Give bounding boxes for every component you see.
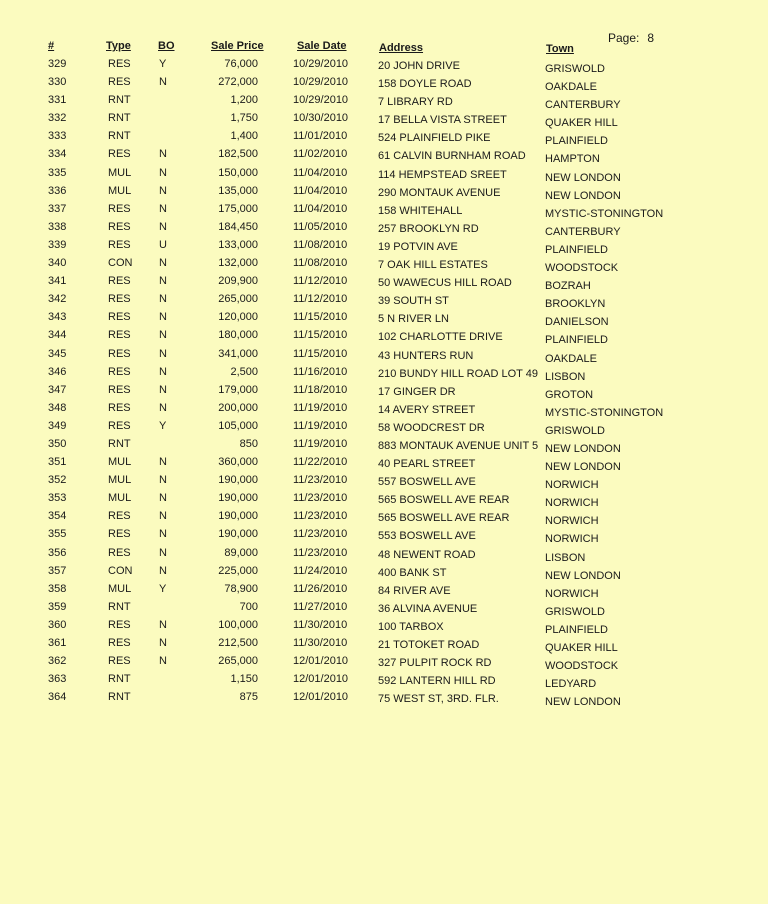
table-row [0,348,768,366]
address-cell: 20 JOHN DRIVE [378,60,460,72]
property-type-cell: RES [108,58,131,70]
bo-flag-cell: N [159,618,167,631]
record-number-cell: 355 [48,528,67,541]
town-cell: QUAKER HILL [545,642,618,654]
record-number-cell: 345 [48,347,67,360]
bo-flag-cell: N [159,546,167,559]
table-row [0,384,768,402]
town-cell: PLAINFIELD [545,243,608,256]
property-type-cell: RES [108,293,131,306]
record-number-cell: 330 [48,76,67,89]
address-cell: 210 BUNDY HILL ROAD LOT 49 [378,367,538,380]
sale-date-cell: 11/23/2010 [293,474,348,487]
table-row [0,293,768,311]
address-cell: 158 WHITEHALL [378,204,463,217]
record-number-cell: 352 [48,474,67,487]
record-number-cell: 337 [48,202,67,215]
property-type-cell: RES [108,383,131,396]
record-number-cell: 360 [48,618,67,631]
address-cell: 84 RIVER AVE [378,584,451,597]
sale-price-cell: 200,000 [218,401,258,414]
bo-flag-cell: N [159,293,167,306]
table-row [0,311,768,329]
address-cell: 290 MONTAUK AVENUE [378,186,501,199]
town-cell: NORWICH [545,479,599,492]
property-type-cell: MUL [108,474,132,487]
record-number-cell: 329 [48,58,67,70]
property-type-cell: RNT [108,437,131,450]
address-cell: 17 GINGER DR [378,385,456,398]
sale-date-cell: 11/04/2010 [293,184,348,197]
address-cell: 7 OAK HILL ESTATES [378,259,488,272]
property-type-cell: RNT [108,112,131,125]
sale-price-cell: 132,000 [218,257,258,270]
town-cell: NORWICH [545,515,599,528]
record-number-cell: 361 [48,637,67,649]
town-cell: GROTON [545,388,594,401]
table-row [0,76,768,94]
property-type-cell: RNT [108,673,131,686]
bo-flag-cell: N [159,329,167,342]
property-type-cell: RES [108,329,131,342]
record-number-cell: 344 [48,329,67,342]
sale-date-cell: 11/19/2010 [293,419,348,432]
property-type-cell: RNT [108,130,131,143]
table-row [0,492,768,510]
table-row [0,619,768,637]
bo-flag-cell: Y [159,419,167,432]
bo-flag-cell: N [159,637,167,649]
sale-price-cell: 190,000 [218,492,258,505]
town-cell: GRISWOLD [545,424,605,437]
sale-date-cell: 10/29/2010 [293,94,349,107]
sale-date-cell: 11/01/2010 [293,130,348,143]
property-type-cell: RES [108,220,131,233]
property-type-cell: CON [108,257,133,270]
sale-price-cell: 265,000 [218,655,258,668]
town-cell: LISBON [545,370,586,383]
town-cell: WOODSTOCK [545,262,619,275]
sale-date-cell: 11/23/2010 [293,528,348,541]
bo-flag-cell: N [159,365,167,378]
sale-price-cell: 2,500 [230,365,258,378]
property-type-cell: MUL [108,184,132,197]
town-cell: NEW LONDON [545,569,621,582]
bo-flag-cell: N [159,347,167,360]
property-type-cell: RNT [108,691,131,704]
sale-date-cell: 11/23/2010 [293,546,348,559]
town-cell: NORWICH [545,587,599,600]
town-cell: BOZRAH [545,280,591,293]
table-row [0,601,768,619]
town-cell: PLAINFIELD [545,623,608,636]
address-cell: 39 SOUTH ST [378,295,449,308]
table-row [0,185,768,203]
record-number-cell: 333 [48,130,67,143]
bo-flag-cell: N [159,220,167,233]
address-cell: 75 WEST ST, 3RD. FLR. [378,693,499,706]
town-cell: LEDYARD [545,678,597,691]
address-cell: 565 BOSWELL AVE REAR [378,494,510,507]
column-header-sale-price: Sale Price [211,40,264,52]
sale-price-cell: 76,000 [224,58,258,70]
sale-price-cell: 190,000 [218,474,258,487]
sale-date-cell: 12/01/2010 [293,673,349,686]
town-cell: NEW LONDON [545,461,621,474]
table-row [0,420,768,438]
table-row [0,257,768,275]
sale-date-cell: 11/18/2010 [293,383,348,396]
property-type-cell: RES [108,347,131,360]
sale-date-cell: 11/15/2010 [293,311,348,324]
address-cell: 102 CHARLOTTE DRIVE [378,331,503,344]
sale-price-cell: 78,900 [224,582,258,595]
bo-flag-cell: N [159,564,167,577]
table-row [0,655,768,673]
town-cell: NORWICH [545,533,599,546]
sale-date-cell: 11/12/2010 [293,275,348,288]
table-row [0,474,768,492]
sale-date-cell: 11/08/2010 [293,238,348,251]
bo-flag-cell: N [159,76,167,89]
property-type-cell: RES [108,76,131,89]
town-cell: GRISWOLD [545,63,605,75]
property-type-cell: RES [108,365,131,378]
town-cell: MYSTIC-STONINGTON [545,207,664,220]
address-cell: 400 BANK ST [378,566,447,579]
property-type-cell: MUL [108,456,132,469]
property-type-cell: RES [108,238,131,251]
address-cell: 19 POTVIN AVE [378,240,458,253]
sales-table [0,58,768,709]
table-row [0,239,768,257]
property-type-cell: RNT [108,600,131,613]
sale-price-cell: 135,000 [218,184,258,197]
address-cell: 592 LANTERN HILL RD [378,675,496,688]
table-row [0,402,768,420]
bo-flag-cell: N [159,383,167,396]
town-cell: NORWICH [545,497,599,510]
table-row [0,167,768,185]
sale-price-cell: 225,000 [218,564,258,577]
page-label-text: Page: [608,31,640,45]
sale-price-cell: 850 [239,437,258,450]
record-number-cell: 338 [48,220,67,233]
table-row [0,112,768,130]
table-row [0,94,768,112]
sale-date-cell: 10/30/2010 [293,112,349,125]
table-row [0,528,768,546]
town-cell: NEW LONDON [545,189,621,202]
property-type-cell: MUL [108,582,132,595]
sale-price-cell: 360,000 [218,456,258,469]
sale-date-cell: 11/23/2010 [293,492,348,505]
record-number-cell: 358 [48,582,67,595]
bo-flag-cell: N [159,257,167,270]
town-cell: NEW LONDON [545,171,621,184]
address-cell: 327 PULPIT ROCK RD [378,657,492,670]
record-number-cell: 336 [48,184,67,197]
sale-date-cell: 11/02/2010 [293,148,348,161]
sale-date-cell: 11/08/2010 [293,257,348,270]
property-type-cell: RES [108,419,131,432]
address-cell: 36 ALVINA AVENUE [378,602,478,615]
sale-date-cell: 11/23/2010 [293,510,348,523]
address-cell: 43 HUNTERS RUN [378,349,474,362]
town-cell: PLAINFIELD [545,135,608,148]
table-row [0,275,768,293]
property-type-cell: RES [108,510,131,523]
town-cell: GRISWOLD [545,605,605,618]
column-header-town: Town [546,43,574,55]
sale-date-cell: 11/26/2010 [293,582,348,595]
page-number-label [608,31,654,45]
sale-date-cell: 11/16/2010 [293,365,348,378]
sale-date-cell: 11/15/2010 [293,329,348,342]
address-cell: 21 TOTOKET ROAD [378,639,480,651]
sale-price-cell: 1,150 [230,673,258,686]
record-number-cell: 340 [48,257,67,270]
town-cell: WOODSTOCK [545,660,619,673]
table-row [0,510,768,528]
column-header-type: Type [106,40,131,52]
bo-flag-cell: N [159,148,167,161]
address-cell: 14 AVERY STREET [378,403,476,416]
sale-price-cell: 875 [239,691,258,704]
sale-price-cell: 175,000 [218,202,258,215]
property-type-cell: RES [108,546,131,559]
bo-flag-cell: Y [159,58,167,70]
sale-date-cell: 11/12/2010 [293,293,348,306]
sale-price-cell: 209,900 [218,275,258,288]
address-cell: 553 BOSWELL AVE [378,530,476,543]
bo-flag-cell: N [159,474,167,487]
property-type-cell: RES [108,311,131,324]
address-cell: 7 LIBRARY RD [378,96,453,109]
sale-price-cell: 272,000 [218,76,258,89]
table-row [0,637,768,655]
address-cell: 100 TARBOX [378,620,444,633]
property-type-cell: RES [108,637,131,649]
address-cell: 40 PEARL STREET [378,458,476,471]
sale-date-cell: 11/19/2010 [293,437,348,450]
sale-date-cell: 10/29/2010 [293,58,349,70]
sale-price-cell: 89,000 [224,546,258,559]
address-cell: 58 WOODCREST DR [378,421,485,434]
sale-date-cell: 10/29/2010 [293,76,349,89]
bo-flag-cell: N [159,492,167,505]
sale-price-cell: 100,000 [218,618,258,631]
record-number-cell: 356 [48,546,67,559]
property-type-cell: RNT [108,94,131,107]
sale-price-cell: 212,500 [218,637,258,649]
property-type-cell: CON [108,564,133,577]
address-cell: 50 WAWECUS HILL ROAD [378,277,512,290]
sale-price-cell: 190,000 [218,528,258,541]
town-cell: HAMPTON [545,153,600,166]
sale-price-cell: 150,000 [218,166,258,179]
sale-price-cell: 133,000 [218,238,258,251]
sale-date-cell: 11/22/2010 [293,456,348,469]
property-type-cell: RES [108,618,131,631]
sale-price-cell: 1,400 [230,130,258,143]
sale-price-cell: 105,000 [218,419,258,432]
town-cell: CANTERBURY [545,225,621,238]
address-cell: 158 DOYLE ROAD [378,78,472,91]
sale-date-cell: 11/27/2010 [293,600,348,613]
bo-flag-cell: N [159,655,167,668]
record-number-cell: 353 [48,492,67,505]
address-cell: 48 NEWENT ROAD [378,548,476,561]
town-cell: PLAINFIELD [545,334,608,347]
record-number-cell: 335 [48,166,67,179]
property-type-cell: RES [108,528,131,541]
sale-price-cell: 265,000 [218,293,258,306]
record-number-cell: 364 [48,691,67,704]
sale-date-cell: 11/24/2010 [293,564,348,577]
property-type-cell: MUL [108,166,132,179]
table-row [0,691,768,709]
address-cell: 17 BELLA VISTA STREET [378,114,507,127]
bo-flag-cell: N [159,528,167,541]
table-row [0,583,768,601]
record-number-cell: 332 [48,112,67,125]
address-cell: 61 CALVIN BURNHAM ROAD [378,150,526,163]
property-type-cell: RES [108,401,131,414]
record-number-cell: 357 [48,564,67,577]
bo-flag-cell: N [159,311,167,324]
record-number-cell: 346 [48,365,67,378]
town-cell: NEW LONDON [545,696,621,709]
town-cell: CANTERBURY [545,99,621,112]
property-type-cell: RES [108,275,131,288]
table-row [0,221,768,239]
property-type-cell: RES [108,655,131,668]
bo-flag-cell: N [159,401,167,414]
sale-date-cell: 11/15/2010 [293,347,348,360]
record-number-cell: 363 [48,673,67,686]
record-number-cell: 334 [48,148,67,161]
sale-date-cell: 11/30/2010 [293,618,348,631]
column-header-bo: BO [158,40,175,52]
sale-price-cell: 120,000 [218,311,258,324]
property-type-cell: RES [108,202,131,215]
record-number-cell: 349 [48,419,67,432]
record-number-cell: 354 [48,510,67,523]
town-cell: DANIELSON [545,316,609,329]
bo-flag-cell: U [159,238,167,251]
address-cell: 524 PLAINFIELD PIKE [378,132,491,145]
record-number-cell: 342 [48,293,67,306]
address-cell: 114 HEMPSTEAD SREET [378,168,507,181]
address-cell: 5 N RIVER LN [378,313,449,326]
column-header-address: Address [379,42,424,54]
bo-flag-cell: Y [159,582,167,595]
sale-date-cell: 11/19/2010 [293,401,348,414]
address-cell: 565 BOSWELL AVE REAR [378,512,510,525]
table-row [0,547,768,565]
address-cell: 257 BROOKLYN RD [378,222,479,235]
town-cell: OAKDALE [545,81,597,94]
record-number-cell: 359 [48,600,67,613]
table-row [0,203,768,221]
sale-date-cell: 12/01/2010 [293,655,349,668]
table-row [0,130,768,148]
bo-flag-cell: N [159,510,167,523]
bo-flag-cell: N [159,202,167,215]
sale-price-cell: 700 [239,600,258,613]
address-cell: 557 BOSWELL AVE [378,476,476,489]
bo-flag-cell: N [159,456,167,469]
sale-date-cell: 11/04/2010 [293,166,348,179]
record-number-cell: 339 [48,238,67,251]
town-cell: NEW LONDON [545,442,621,455]
record-number-cell: 348 [48,401,67,414]
table-row [0,673,768,691]
record-number-cell: 347 [48,383,67,396]
sale-price-cell: 184,450 [218,220,258,233]
column-header-sale-date: Sale Date [297,40,347,52]
sale-price-cell: 180,000 [218,329,258,342]
bo-flag-cell: N [159,275,167,288]
bo-flag-cell: N [159,166,167,179]
table-row [0,565,768,583]
property-type-cell: MUL [108,492,132,505]
record-number-cell: 351 [48,456,67,469]
sale-price-cell: 1,750 [230,112,258,125]
record-number-cell: 362 [48,655,67,668]
table-row [0,148,768,166]
bo-flag-cell: N [159,184,167,197]
record-number-cell: 343 [48,311,67,324]
sale-price-cell: 190,000 [218,510,258,523]
table-row [0,329,768,347]
property-type-cell: RES [108,148,131,161]
town-cell: MYSTIC-STONINGTON [545,406,664,419]
column-header-number: # [48,40,55,52]
sale-price-cell: 179,000 [218,383,258,396]
table-row [0,58,768,76]
sale-price-cell: 1,200 [230,94,258,107]
sale-price-cell: 341,000 [218,347,258,360]
sale-price-cell: 182,500 [218,148,258,161]
town-cell: QUAKER HILL [545,117,618,130]
record-number-cell: 341 [48,275,67,288]
page-number: 8 [647,31,655,45]
record-number-cell: 350 [48,437,67,450]
sale-date-cell: 11/30/2010 [293,637,348,649]
record-number-cell: 331 [48,94,67,107]
town-cell: OAKDALE [545,352,597,365]
table-row [0,366,768,384]
sale-date-cell: 11/04/2010 [293,202,348,215]
address-cell: 883 MONTAUK AVENUE UNIT 5 [378,439,539,452]
town-cell: BROOKLYN [545,298,606,311]
sale-date-cell: 12/01/2010 [293,691,349,704]
town-cell: LISBON [545,551,586,564]
table-row [0,456,768,474]
table-row [0,438,768,456]
sale-date-cell: 11/05/2010 [293,220,348,233]
